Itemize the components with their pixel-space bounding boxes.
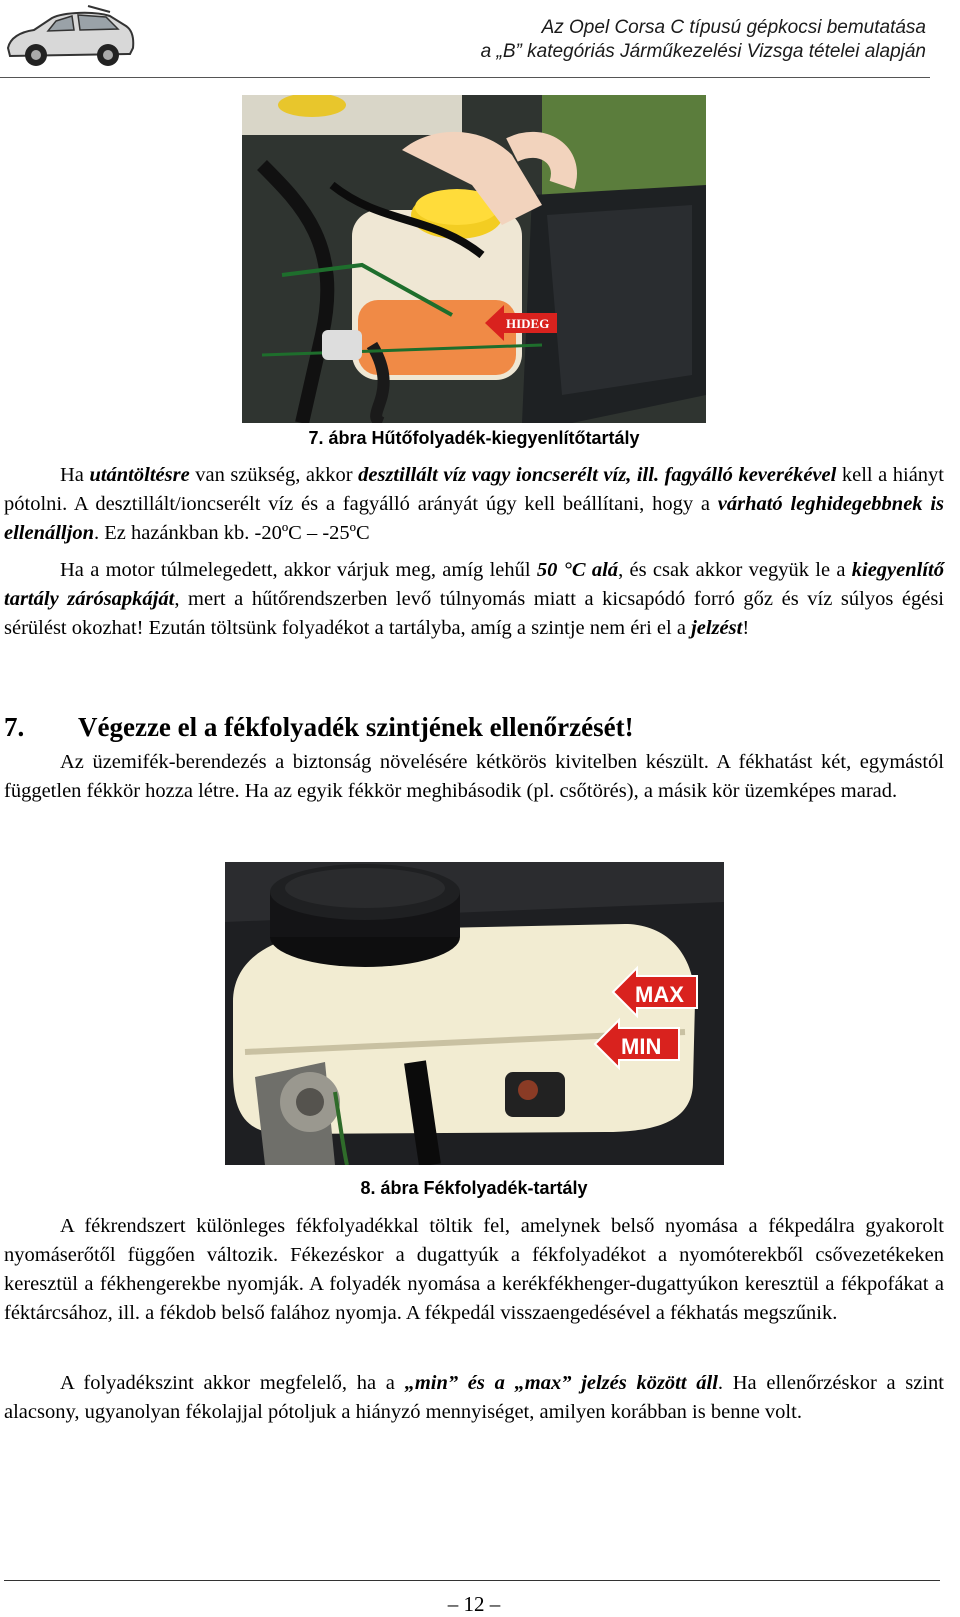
- paragraph-coolant-refill: Ha utántöltésre van szükség, akkor desztillált víz vagy ioncserélt víz, ill. fagyálló keverékével kell a hiányt pótolni. A desztillált/ioncserélt víz és a fagyálló arányát úgy kell beállítani, hogy a várható leghidegebbnek is ellenálljon. Ez hazánkban kb. -20ºC – -25ºC: [4, 464, 945, 544]
- min-label: MIN: [621, 1034, 662, 1059]
- max-label: MAX: [635, 982, 684, 1007]
- car-logo-icon: [2, 2, 136, 72]
- header-line-2: a „B” kategóriás Járműkezelési Vizsga tételei alapján: [480, 41, 926, 62]
- figure-8-caption: 8. ábra Fékfolyadék-tartály: [360, 1178, 588, 1198]
- footer-divider: [4, 1580, 940, 1581]
- page-header: [0, 0, 960, 80]
- section-heading: [4, 712, 634, 743]
- header-line-1: Az Opel Corsa C típusú gépkocsi bemutatása: [541, 17, 926, 38]
- paragraph-brake-circuits: Az üzemifék-berendezés a biztonság növelésére kétkörös kivitelben készült. A fékhatást két, egymástól független fékkör hozza létre. Ha az egyik fékkör meghibásodik (pl. csőtörés), a másik kör üzemképes marad.: [4, 751, 944, 802]
- paragraph-brake-fluid: A fékrendszert különleges fékfolyadékkal töltik fel, amelynek belső nyomása a fékpedálra gyakorolt nyomáserőtől függően változik. Fékezéskor a dugattyúk a fékfolyadékot a nyomóterekből csővezetékeken keresztül a fékhengerekbe nyomják. A folyadék nyomása a kerékfékhenger-dugattyúkon keresztül a fékpofákat a féktárcsához, ill. a fékdob belső falához nyomja. A fékpedál visszaengedésével a fékhatás megszűnik.: [4, 1215, 944, 1324]
- header-title: [481, 16, 926, 64]
- paragraph-overheat-warning: Ha a motor túlmelegedett, akkor várjuk meg, amíg lehűl 50 °C alá, és csak akkor vegyük le a kiegyenlítő tartály zárósapkáját, mert a hűtőrendszerben levő túlnyomás miatt a kicsapódó forró gőz és víz súlyos égési sérülést okozhat! Ezután töltsünk folyadékot a tartályba, amíg a szintje nem éri el a jelzést!: [4, 559, 944, 639]
- page-number: – 12 –: [447, 1592, 501, 1616]
- figure-7-caption: 7. ábra Hűtőfolyadék-kiegyenlítőtartály: [308, 428, 640, 448]
- section-number: 7.: [4, 712, 25, 742]
- section-title: Végezze el a fékfolyadék szintjének ellenőrzését!: [78, 712, 634, 742]
- paragraph-fluid-level: A folyadékszint akkor megfelelő, ha a „min” és a „max” jelzés között áll. Ha ellenőrzéskor a szint alacsony, ugyanolyan fékolajjal pótoljuk a hiányzó mennyiséget, amilyen korábban is benne volt.: [4, 1372, 945, 1423]
- coolant-reservoir-photo: [242, 95, 706, 423]
- hideg-label: HIDEG: [506, 316, 550, 331]
- brake-fluid-reservoir-photo: [225, 862, 724, 1165]
- header-divider: [0, 77, 930, 78]
